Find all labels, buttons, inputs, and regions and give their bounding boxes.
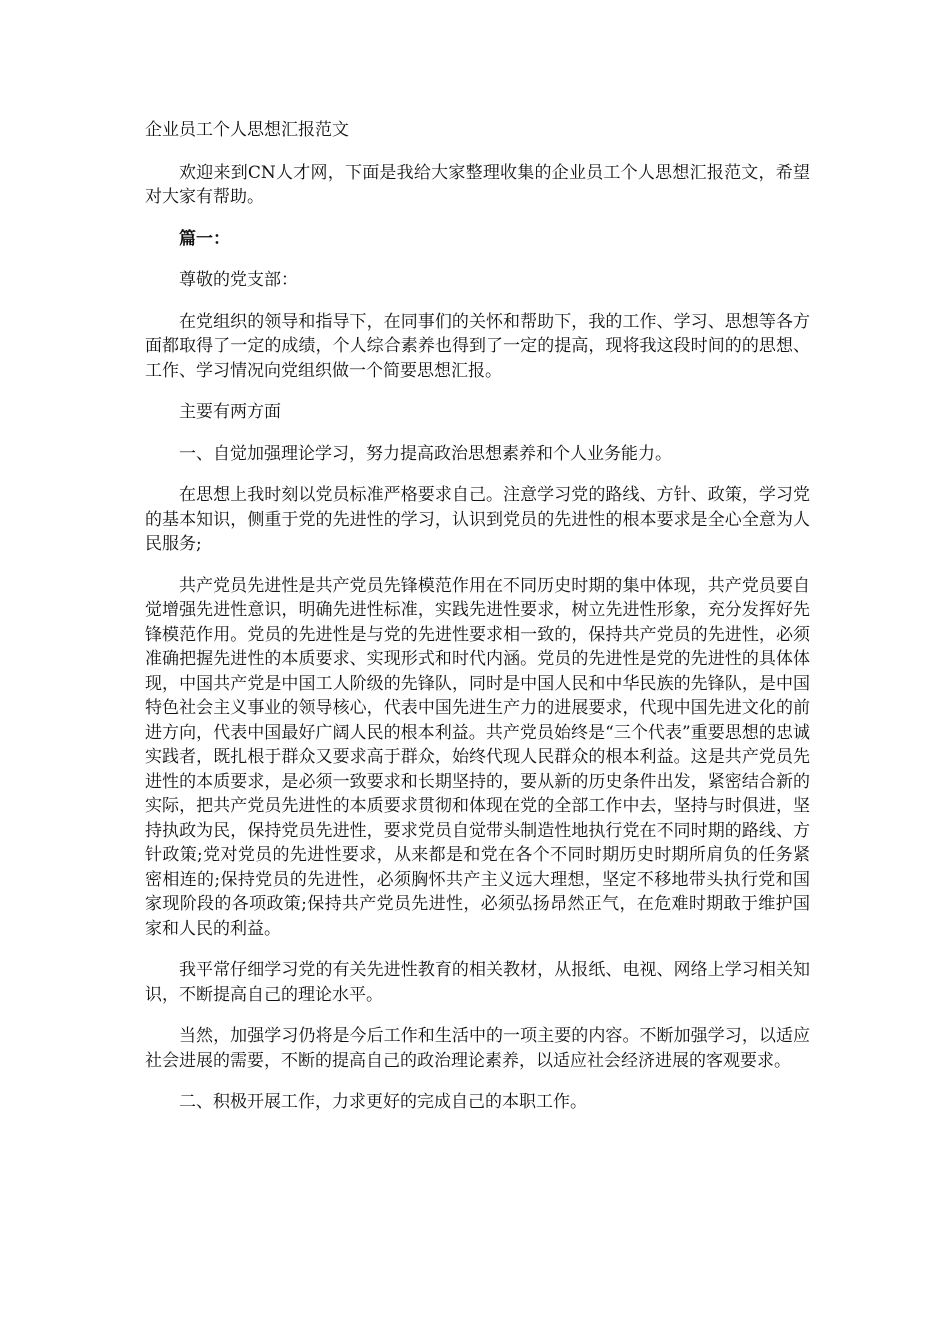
document-title: 企业员工个人思想汇报范文	[145, 120, 349, 140]
body-paragraph: 在思想上我时刻以党员标准严格要求自己。注意学习党的路线、方针、政策，学习党的基本知识，侧重于党的先进性的学习，认识到党员的先进性的根本要求是全心全意为人民服务;	[145, 485, 810, 554]
salutation: 尊敬的党支部：	[179, 270, 298, 290]
body-paragraph: 我平常仔细学习党的有关先进性教育的相关教材，从报纸、电视、网络上学习相关知识，不断提高自己的理论水平。	[145, 960, 810, 1005]
body-paragraph: 一、自觉加强理论学习，努力提高政治思想素养和个人业务能力。	[179, 443, 672, 464]
body-paragraph: 当然，加强学习仍将是今后工作和生活中的一项主要的内容。不断加强学习，以适应社会进展的需要，不断的提高自己的政治理论素养，以适应社会经济进展的客观要求。	[145, 1026, 810, 1071]
body-paragraph: 在党组织的领导和指导下，在同事们的关怀和帮助下，我的工作、学习、思想等各方面都取得了一定的成绩，个人综合素养也得到了一定的提高，现将我这段时间的的思想、工作、学习情况向党组织做一个简要思想汇报。	[145, 311, 810, 381]
body-paragraph: 二、积极开展工作，力求更好的完成自己的本职工作。	[179, 1092, 587, 1112]
section-label: 篇一：	[179, 228, 230, 249]
intro-paragraph: 欢迎来到CN人才网，下面是我给大家整理收集的企业员工个人思想汇报范文，希望对大家有帮助。	[145, 162, 810, 207]
body-paragraph: 共产党员先进性是共产党员先锋模范作用在不同历史时期的集中体现，共产党员要自觉增强先进性意识，明确先进性标准，实践先进性要求，树立先进性形象，充分发挥好先锋模范作用。党员的先进性是与党的先进性要求相一致的，保持共产党员的先进性，必须准确把握先进性的本质要求、实现形式和时代内涵。党员的先进性是党的先进性的具体体现，中国共产党是中国工人阶级的先锋队，同时是中国人民和中华民族的先锋队，是中国特色社会主义事业的领导核心，代表中国先进生产力的进展要求，代现中国先进文化的前进方向，代表中国最好广阔人民的根本利益。共产党员始终是“三个代表”重要思想的忠诚实践者，既扎根于群众又要求高于群众，始终代现人民群众的根本利益。这是共产党员先进性的本质要求，是必须一致要求和长期坚持的，要从新的历史条件出发，紧密结合新的实际，把共产党员先进性的本质要求贯彻和体现在党的全部工作中去，坚持与时俱进，坚持执政为民，保持党员先进性，要求党员自觉带头制造性地执行党在不同时期的路线、方针政策;党对党员的先进性要求，从来都是和党在各个不同时期历史时期所肩负的任务紧密相连的;保持党员的先进性，必须胸怀共产主义远大理想，坚定不移地带头执行党和国家现阶段的各项政策;保持共产党员先进性，必须弘扬昂然正气，在危难时期敢于维护国家和人民的利益。	[145, 575, 810, 939]
document-body	[145, 118, 810, 1132]
body-paragraph: 主要有两方面	[179, 402, 281, 422]
